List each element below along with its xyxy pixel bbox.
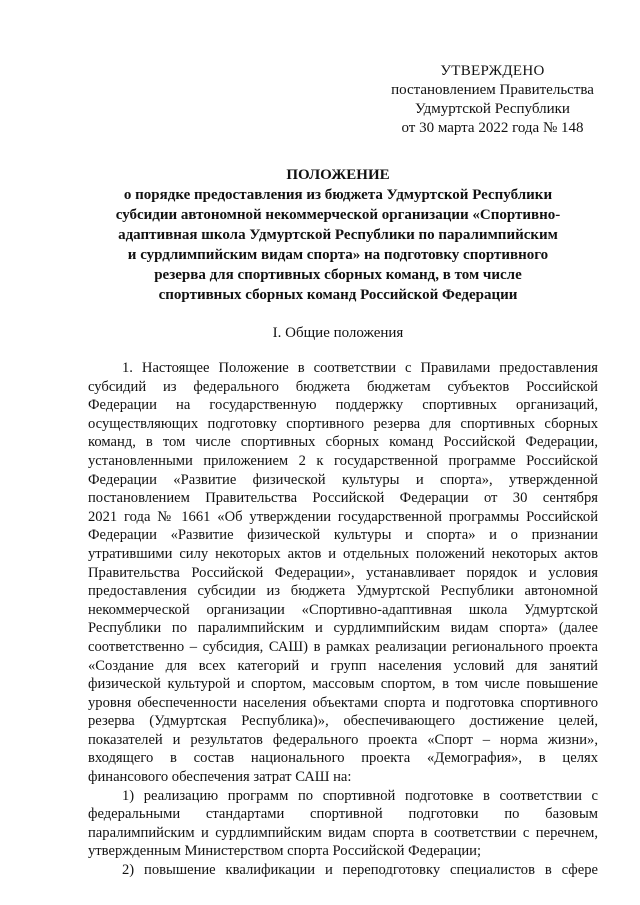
paragraph-line: паралимпийским и сурдлимпийским видам спорта в соответствии с перечнем, xyxy=(88,824,598,841)
document-subtitle: о порядке предоставления из бюджета Удмуртской Республики субсидии автономной некоммерческой организации «Спортивно- адаптивная школа Удмуртской Республики по паралимпийским и сурдлимпийским видам спорта» на подготовку спортивного резерва для спортивных сборных команд, в том числе спортивных сборных команд Российской Федерации xyxy=(115,187,561,303)
paragraph xyxy=(88,787,598,861)
paragraph xyxy=(88,359,598,787)
paragraph-line: уровня обеспеченности населения объектами спорта и подготовка спортивного xyxy=(88,694,598,711)
paragraph-line: соответственно – субсидия, САШ) в рамках реализации регионального проекта xyxy=(88,638,598,655)
paragraph-line: установленными приложением 2 к государственной программе Российской xyxy=(88,452,598,469)
paragraph-line: Правительства Российской Федерации», устанавливает порядок и условия xyxy=(88,564,598,581)
paragraph-line: команд, в том числе спортивных сборных команд Российской Федерации, xyxy=(88,434,598,451)
paragraph-line: утратившими силу некоторых актов и отдельных положений некоторых актов xyxy=(88,545,598,562)
paragraph-line: Федерации «Развитие физической культуры и спорта» и о признании xyxy=(88,527,598,544)
paragraph-line: некоммерческой организации «Спортивно-адаптивная школа Удмуртской xyxy=(88,601,598,618)
paragraph-line: федеральными стандартами спортивной подготовки по базовым xyxy=(88,806,598,823)
paragraph-line: 2021 года № 1661 «Об утверждении государственной программы Российской xyxy=(88,508,598,525)
approval-heading: УТВЕРЖДЕНО xyxy=(440,63,545,79)
paragraph xyxy=(88,861,598,880)
paragraph-line: показателей и результатов федерального проекта «Спорт – норма жизни», xyxy=(88,731,598,748)
document-title xyxy=(88,165,588,305)
approval-line-1: постановлением Правительства xyxy=(391,82,594,98)
paragraph-line: предоставления субсидии из бюджета Удмуртской Республики автономной xyxy=(88,583,598,600)
paragraph-line: утвержденным Министерством спорта Российской Федерации; xyxy=(88,843,482,860)
paragraph-line: 2) повышение квалификации и переподготовку специалистов в сфере xyxy=(122,862,598,879)
paragraph-line: Федерации на государственную поддержку спортивных организаций, xyxy=(88,397,598,414)
document-body xyxy=(88,359,598,880)
paragraph-line: резерва (Удмуртская Республика)», обеспечивающего достижение целей, xyxy=(88,713,598,730)
approval-line-3: от 30 марта 2022 года № 148 xyxy=(401,120,584,136)
paragraph-line: финансового обеспечения затрат САШ на: xyxy=(88,769,352,786)
paragraph-line: входящего в состав национального проекта «Демография», в целях xyxy=(88,750,598,767)
approval-stamp xyxy=(380,62,605,138)
paragraph-line: постановлением Правительства Российской Федерации от 30 сентября xyxy=(88,490,598,507)
document-heading: ПОЛОЖЕНИЕ xyxy=(286,167,390,183)
paragraph-line: осуществляющих подготовку спортивного резерва для спортивных сборных xyxy=(88,415,598,432)
paragraph-line: «Создание для всех категорий и групп населения условий для занятий xyxy=(88,657,598,674)
paragraph-line: Республики по паралимпийским и сурдлимпийским видам спорта» (далее xyxy=(88,620,598,637)
section-heading: I. Общие положения xyxy=(272,325,404,341)
paragraph-line: физической культурой и спортом, массовым спортом, в том числе повышение xyxy=(88,676,598,693)
paragraph-line: 1) реализацию программ по спортивной подготовке в соответствии с xyxy=(122,787,598,804)
paragraph-line: 1. Настоящее Положение в соответствии с Правилами предоставления xyxy=(122,360,598,376)
approval-line-2: Удмуртской Республики xyxy=(415,101,570,117)
paragraph-line: субсидий из федерального бюджета бюджетам субъектов Российской xyxy=(88,378,598,395)
paragraph-line: Федерации «Развитие физической культуры и спорта», утвержденной xyxy=(88,471,598,488)
